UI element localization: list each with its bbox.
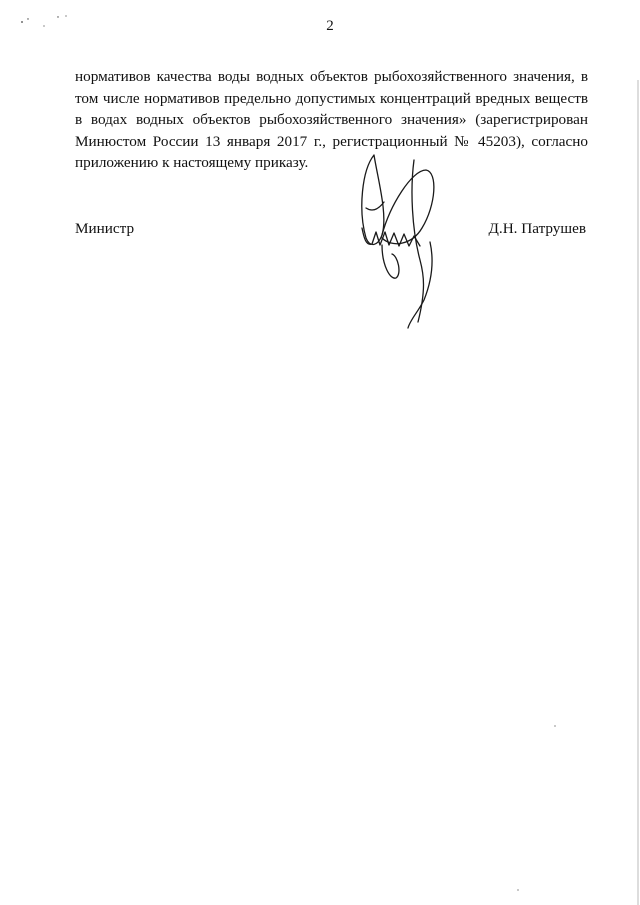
paragraph-line: том числе нормативов предельно допустимых концентраций вредных веществ (75, 89, 588, 107)
paragraph-line: Минюстом России 13 января 2017 г., регистрационный № 45203), согласно (75, 132, 588, 150)
signatory-title: Министр (75, 220, 135, 237)
paragraph-line: приложению к настоящему приказу. (75, 154, 309, 171)
page-number: 2 (326, 18, 334, 34)
handwritten-signature (352, 150, 444, 330)
paragraph-line: в водах водных объектов рыбохозяйственного значения» (зарегистрирован (75, 111, 588, 128)
signatory-name: Д.Н. Патрушев (488, 220, 586, 237)
body-paragraph (75, 66, 588, 174)
paragraph-line: нормативов качества воды водных объектов рыбохозяйственного значения, в (75, 68, 588, 85)
